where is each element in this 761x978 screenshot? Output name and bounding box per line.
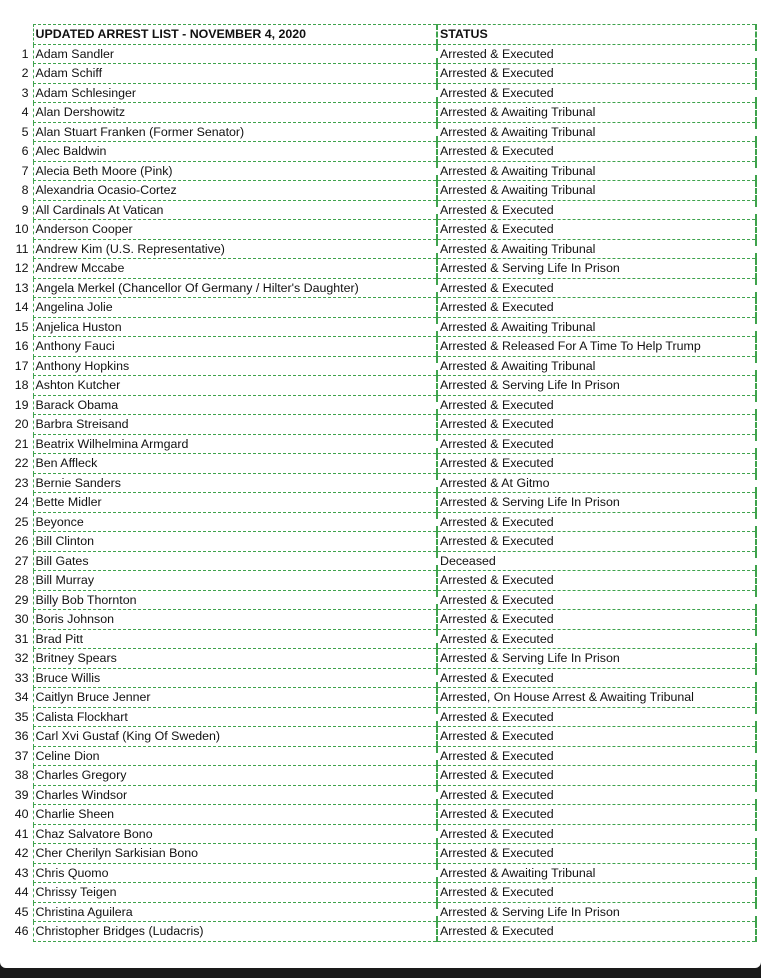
- row-status: Arrested & Executed: [437, 454, 756, 474]
- row-name: Chaz Salvatore Bono: [33, 824, 437, 844]
- row-number: 13: [14, 280, 29, 295]
- table-row: [5, 473, 756, 493]
- row-status: Arrested & Awaiting Tribunal: [437, 239, 756, 259]
- row-number: 45: [14, 904, 29, 919]
- row-status: Arrested & Executed: [437, 844, 756, 864]
- row-number: 26: [14, 534, 29, 549]
- row-name: Beyonce: [33, 512, 437, 532]
- row-name: Boris Johnson: [33, 610, 437, 630]
- table-row: [5, 454, 756, 474]
- row-name: Charlie Sheen: [33, 805, 437, 825]
- table-row: [5, 181, 756, 201]
- table-row: [5, 844, 756, 864]
- row-number: 15: [14, 319, 29, 334]
- row-status: Arrested & Awaiting Tribunal: [437, 356, 756, 376]
- table-row: [5, 551, 756, 571]
- row-name: Chris Quomo: [33, 863, 437, 883]
- table-row: [5, 44, 756, 64]
- row-name: Anthony Hopkins: [33, 356, 437, 376]
- table-row: [5, 103, 756, 123]
- row-status: Arrested & Executed: [437, 434, 756, 454]
- table-row: [5, 161, 756, 181]
- table-row: [5, 766, 756, 786]
- row-name: Bette Midler: [33, 493, 437, 513]
- table-row: [5, 785, 756, 805]
- row-status: Arrested & Executed: [437, 883, 756, 903]
- row-name: Charles Gregory: [33, 766, 437, 786]
- row-status: Arrested & Executed: [437, 805, 756, 825]
- row-number: 37: [14, 748, 29, 763]
- row-name: All Cardinals At Vatican: [33, 200, 437, 220]
- row-number: 30: [14, 612, 29, 627]
- row-name: Adam Schlesinger: [33, 83, 437, 103]
- table-row: [5, 532, 756, 552]
- table-row: [5, 278, 756, 298]
- row-name: Chrissy Teigen: [33, 883, 437, 903]
- row-name: Adam Schiff: [33, 64, 437, 84]
- table-row: [5, 688, 756, 708]
- row-name: Alexandria Ocasio-Cortez: [33, 181, 437, 201]
- row-name: Bill Murray: [33, 571, 437, 591]
- row-status: Arrested & Awaiting Tribunal: [437, 317, 756, 337]
- row-number: 25: [14, 514, 29, 529]
- table-header-row: [5, 25, 756, 45]
- table-row: [5, 200, 756, 220]
- row-name: Celine Dion: [33, 746, 437, 766]
- row-status: Arrested & Executed: [437, 629, 756, 649]
- row-number: 5: [21, 124, 29, 139]
- table-row: [5, 727, 756, 747]
- row-status: Arrested & Executed: [437, 44, 756, 64]
- row-name: Charles Windsor: [33, 785, 437, 805]
- row-status: Arrested & Executed: [437, 590, 756, 610]
- row-name: Bernie Sanders: [33, 473, 437, 493]
- table-row: [5, 259, 756, 279]
- row-status: Arrested & Executed: [437, 707, 756, 727]
- table-row: [5, 493, 756, 513]
- table-row: [5, 317, 756, 337]
- row-name: Bill Clinton: [33, 532, 437, 552]
- row-name: Caitlyn Bruce Jenner: [33, 688, 437, 708]
- row-number: 43: [14, 865, 29, 880]
- table-row: [5, 512, 756, 532]
- row-number: 6: [21, 144, 29, 159]
- table-row: [5, 142, 756, 162]
- row-status: Arrested & Executed: [437, 922, 756, 942]
- row-number: 22: [14, 456, 29, 471]
- row-status: Arrested & Executed: [437, 278, 756, 298]
- row-status: Arrested & Executed: [437, 142, 756, 162]
- row-number: 35: [14, 709, 29, 724]
- table-row: [5, 64, 756, 84]
- row-name: Anjelica Huston: [33, 317, 437, 337]
- row-name: Anderson Cooper: [33, 220, 437, 240]
- row-name: Alan Dershowitz: [33, 103, 437, 123]
- row-status: Arrested & Executed: [437, 512, 756, 532]
- row-status: Arrested & Serving Life In Prison: [437, 493, 756, 513]
- row-number: 24: [14, 495, 29, 510]
- row-number: 17: [14, 358, 29, 373]
- row-status: Arrested & Awaiting Tribunal: [437, 161, 756, 181]
- table-row: [5, 590, 756, 610]
- row-status: Deceased: [437, 551, 756, 571]
- table-row: [5, 902, 756, 922]
- row-name: Ben Affleck: [33, 454, 437, 474]
- row-name: Barack Obama: [33, 395, 437, 415]
- table-row: [5, 376, 756, 396]
- table-row: [5, 122, 756, 142]
- row-number: 16: [14, 339, 29, 354]
- row-name: Billy Bob Thornton: [33, 590, 437, 610]
- row-number: 2: [21, 66, 29, 81]
- row-number: 11: [15, 241, 29, 256]
- row-status: Arrested & Serving Life In Prison: [437, 259, 756, 279]
- table-row: [5, 629, 756, 649]
- row-number: 10: [14, 222, 29, 237]
- row-number: 44: [14, 885, 29, 900]
- table-body: [5, 25, 756, 942]
- row-name: Britney Spears: [33, 649, 437, 669]
- table-row: [5, 824, 756, 844]
- table-row: [5, 922, 756, 942]
- row-status: Arrested & Executed: [437, 83, 756, 103]
- row-name: Alec Baldwin: [33, 142, 437, 162]
- row-status: Arrested & Executed: [437, 668, 756, 688]
- row-number: 7: [21, 163, 29, 178]
- row-status: Arrested & Released For A Time To Help Trump: [437, 337, 756, 357]
- table-row: [5, 805, 756, 825]
- row-name: Calista Flockhart: [33, 707, 437, 727]
- row-status: Arrested & At Gitmo: [437, 473, 756, 493]
- row-number: 21: [14, 436, 29, 451]
- row-name: Alecia Beth Moore (Pink): [33, 161, 437, 181]
- row-status: Arrested & Executed: [437, 610, 756, 630]
- row-status: Arrested & Awaiting Tribunal: [437, 122, 756, 142]
- row-name: Adam Sandler: [33, 44, 437, 64]
- table-row: [5, 395, 756, 415]
- row-number: 29: [14, 592, 29, 607]
- row-name: Carl Xvi Gustaf (King Of Sweden): [33, 727, 437, 747]
- status-column-header: STATUS: [437, 25, 756, 45]
- table-row: [5, 298, 756, 318]
- row-number: 39: [14, 787, 29, 802]
- row-name: Beatrix Wilhelmina Armgard: [33, 434, 437, 454]
- table-row: [5, 571, 756, 591]
- row-status: Arrested & Executed: [437, 298, 756, 318]
- row-status: Arrested & Executed: [437, 824, 756, 844]
- row-name: Angela Merkel (Chancellor Of Germany / Hilter's Daughter): [33, 278, 437, 298]
- row-status: Arrested & Awaiting Tribunal: [437, 863, 756, 883]
- row-number: 18: [14, 378, 29, 393]
- row-status: Arrested & Serving Life In Prison: [437, 902, 756, 922]
- row-number: 31: [14, 631, 29, 646]
- row-number: 4: [21, 105, 29, 120]
- row-number: 14: [14, 300, 29, 315]
- table-row: [5, 220, 756, 240]
- row-number: 19: [14, 397, 29, 412]
- row-number: 3: [21, 85, 29, 100]
- row-name: Brad Pitt: [33, 629, 437, 649]
- row-status: Arrested & Executed: [437, 571, 756, 591]
- row-status: Arrested & Executed: [437, 64, 756, 84]
- row-number: 42: [14, 846, 29, 861]
- row-status: Arrested & Executed: [437, 727, 756, 747]
- row-name: Cher Cherilyn Sarkisian Bono: [33, 844, 437, 864]
- row-status: Arrested & Serving Life In Prison: [437, 649, 756, 669]
- row-number: 33: [14, 670, 29, 685]
- table-row: [5, 415, 756, 435]
- row-status: Arrested & Executed: [437, 395, 756, 415]
- table-row: [5, 610, 756, 630]
- row-number: 12: [14, 261, 29, 276]
- row-number: 32: [14, 651, 29, 666]
- row-status: Arrested & Executed: [437, 220, 756, 240]
- row-status: Arrested & Awaiting Tribunal: [437, 181, 756, 201]
- row-status: Arrested & Executed: [437, 415, 756, 435]
- row-status: Arrested & Awaiting Tribunal: [437, 103, 756, 123]
- row-status: Arrested & Executed: [437, 766, 756, 786]
- row-name: Alan Stuart Franken (Former Senator): [33, 122, 437, 142]
- row-number: 27: [14, 553, 29, 568]
- table-row: [5, 746, 756, 766]
- row-status: Arrested & Executed: [437, 785, 756, 805]
- row-name: Bill Gates: [33, 551, 437, 571]
- table-row: [5, 83, 756, 103]
- row-status: Arrested & Executed: [437, 532, 756, 552]
- row-name: Christopher Bridges (Ludacris): [33, 922, 437, 942]
- row-number: 8: [21, 183, 29, 198]
- row-number: 46: [14, 924, 29, 939]
- row-name: Anthony Fauci: [33, 337, 437, 357]
- row-number: 1: [21, 46, 29, 61]
- row-number: 23: [14, 475, 29, 490]
- row-name: Barbra Streisand: [33, 415, 437, 435]
- list-title: UPDATED ARREST LIST - NOVEMBER 4, 2020: [33, 25, 437, 45]
- row-name: Bruce Willis: [33, 668, 437, 688]
- row-status: Arrested & Executed: [437, 200, 756, 220]
- table-row: [5, 434, 756, 454]
- row-number: 36: [14, 729, 29, 744]
- row-number: 20: [14, 417, 29, 432]
- row-name: Ashton Kutcher: [33, 376, 437, 396]
- row-status: Arrested, On House Arrest & Awaiting Tribunal: [437, 688, 756, 708]
- table-row: [5, 668, 756, 688]
- table-row: [5, 337, 756, 357]
- table-row: [5, 707, 756, 727]
- row-name: Angelina Jolie: [33, 298, 437, 318]
- row-number: 34: [14, 690, 29, 705]
- table-row: [5, 649, 756, 669]
- row-name: Christina Aguilera: [33, 902, 437, 922]
- table-row: [5, 356, 756, 376]
- row-number: 40: [14, 807, 29, 822]
- row-number: 41: [14, 826, 29, 841]
- row-name: Andrew Mccabe: [33, 259, 437, 279]
- row-number: 38: [14, 768, 29, 783]
- row-number: 9: [21, 202, 29, 217]
- row-name: Andrew Kim (U.S. Representative): [33, 239, 437, 259]
- row-status: Arrested & Serving Life In Prison: [437, 376, 756, 396]
- table-row: [5, 863, 756, 883]
- arrest-list-table: [5, 24, 757, 942]
- row-status: Arrested & Executed: [437, 746, 756, 766]
- table-row: [5, 883, 756, 903]
- row-number: 28: [14, 573, 29, 588]
- header-number-cell: [5, 25, 33, 45]
- table-row: [5, 239, 756, 259]
